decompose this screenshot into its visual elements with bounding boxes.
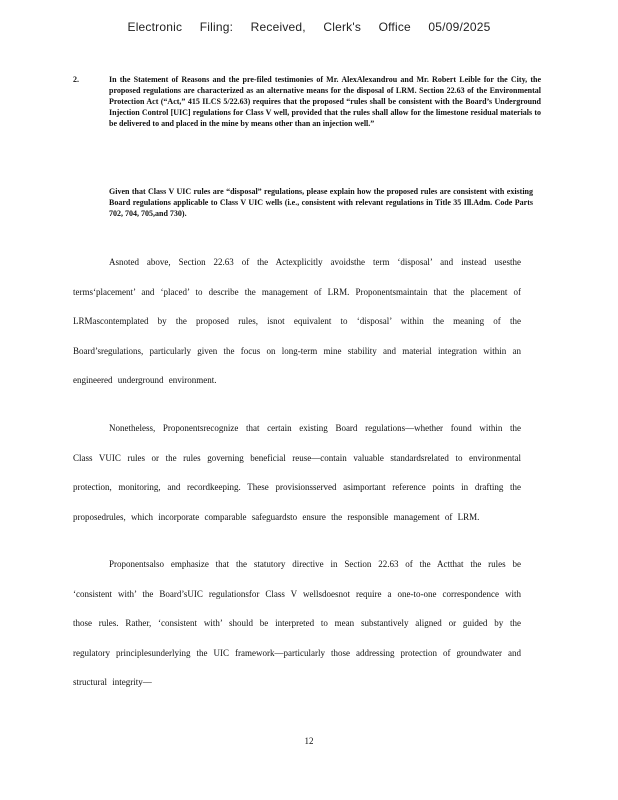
page-number: 12: [304, 736, 314, 746]
response-paragraph-3: Proponentsalso emphasize that the statutory directive in Section 22.63 of the Actthat the rules be ‘consistent with’ the Board’sUIC regulationsfor Class V wellsdoesnot require a one-to-one correspondence with those rules. Rather, ‘consistent with’ should be interpreted to mean substantively aligned or guided by the regulatory principlesunderlying the UIC framework—particularly those addressing protection of groundwater and structural integrity—: [73, 559, 521, 687]
question-paragraph: In the Statement of Reasons and the pre-filed testimonies of Mr. AlexAlexandrou and Mr. Robert Leible for the City, the proposed regulations are characterized as an alternative means for the disposal of LRM. Section 22.63 of the Environmental Protection Act (“Act,” 415 ILCS 5/22.63) requires that the proposed “rules shall be consistent with the Board’s Underground Injection Control [UIC] regulations for Class V well, provided that the rules shall allow for the limestone residual materials to be delivered to and placed in the mine by means other than an injection well.”: [109, 75, 541, 128]
response-paragraph-2: Nonetheless, Proponentsrecognize that certain existing Board regulations—whether found within the Class VUIC rules or the rules governing beneficial reuse—contain valuable standardsrelated to environmental protection, monitoring, and recordkeeping. These provisionsserved asimportant reference points in drafting the proposedrules, which incorporate comparable safeguardsto ensure the responsible management of LRM.: [73, 423, 521, 522]
question-number: 2.: [73, 75, 79, 84]
filing-stamp-header: Electronic Filing: Received, Clerk's Office 05/09/2025: [127, 20, 491, 34]
response-paragraph-1: Asnoted above, Section 22.63 of the Actexplicitly avoidsthe term ‘disposal’ and instead usesthe terms‘placement’ and ‘placed’ to describe the management of LRM. Proponentsmaintain that the placement of LRMascontemplated by the proposed rules, isnot equivalent to ‘disposal’ within the meaning of the Board’sregulations, particularly given the focus on long-term mine stability and material integration within an engineered underground environment.: [73, 257, 521, 385]
question-request-paragraph: Given that Class V UIC rules are “disposal” regulations, please explain how the proposed rules are consistent with existing Board regulations applicable to Class V UIC wells (i.e., consistent with relevant regulations in Title 35 Ill.Adm. Code Parts 702, 704, 705,and 730).: [109, 187, 533, 218]
